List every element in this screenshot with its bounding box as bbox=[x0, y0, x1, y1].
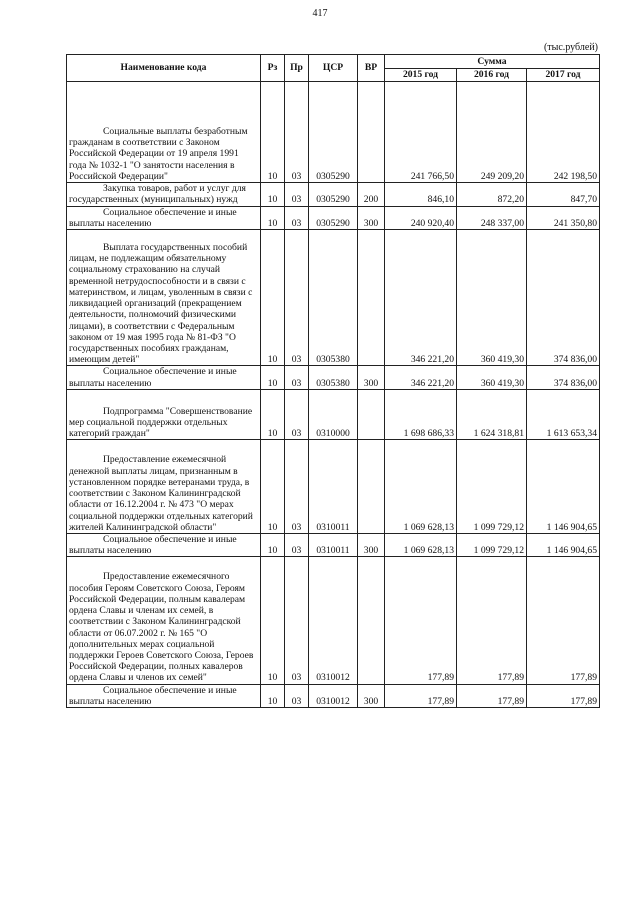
row-vr bbox=[358, 82, 385, 183]
row-value-2017: 374 836,00 bbox=[527, 229, 600, 365]
row-vr: 300 bbox=[358, 684, 385, 707]
row-csr: 0305380 bbox=[309, 229, 358, 365]
row-csr: 0305290 bbox=[309, 183, 358, 206]
row-pr: 03 bbox=[285, 389, 309, 440]
row-value-2016: 1 624 318,81 bbox=[457, 389, 527, 440]
table-row bbox=[67, 557, 600, 684]
row-rz: 10 bbox=[261, 183, 285, 206]
row-value-2015: 346 221,20 bbox=[385, 366, 457, 389]
row-csr: 0310011 bbox=[309, 440, 358, 534]
table-row bbox=[67, 684, 600, 707]
row-csr: 0310012 bbox=[309, 684, 358, 707]
row-value-2016: 360 419,30 bbox=[457, 229, 527, 365]
row-pr: 03 bbox=[285, 82, 309, 183]
row-rz: 10 bbox=[261, 684, 285, 707]
row-value-2015: 1 698 686,33 bbox=[385, 389, 457, 440]
row-name: Выплата государственных пособий лицам, не подлежащим обязательному социальному страхованию на случай временной нетрудоспособности и в связи с материнством, и лицам, уволенным в связи с ликвидацией организаций (прекращением деятельности, полномочий физическими лицами), в соответствии с Федеральным законом от 19 мая 1995 года № 81-ФЗ "О государственных пособиях гражданам, имеющим детей" bbox=[67, 229, 261, 365]
row-value-2015: 1 069 628,13 bbox=[385, 440, 457, 534]
header-sum: Сумма bbox=[385, 55, 600, 69]
table-row bbox=[67, 206, 600, 229]
budget-table bbox=[66, 54, 600, 708]
header-rz: Рз bbox=[261, 55, 285, 82]
row-name: Предоставление ежемесячной денежной выплаты лицам, признанным в установленном порядке ветеранами труда, в соответствии с Законом Калининградской области от 16.12.2004 г. № 473 "О мерах социальной поддержки отдельных категорий жителей Калининградской области" bbox=[67, 440, 261, 534]
row-value-2017: 1 146 904,65 bbox=[527, 440, 600, 534]
row-value-2016: 872,20 bbox=[457, 183, 527, 206]
header-vr: ВР bbox=[358, 55, 385, 82]
row-pr: 03 bbox=[285, 366, 309, 389]
row-name: Предоставление ежемесячного пособия Героям Советского Союза, Героям Российской Федерации, полным кавалерам ордена Славы и членам их семей, в соответствии с Законом Калининградской области от 06.07.2002 г. № 165 "О дополнительных мерах социальной поддержки Героев Советского Союза, Героев Российской Федерации, полных кавалеров ордена Славы и членов их семей" bbox=[67, 557, 261, 684]
row-csr: 0310011 bbox=[309, 534, 358, 557]
row-vr bbox=[358, 557, 385, 684]
header-year-2017: 2017 год bbox=[527, 69, 600, 82]
row-value-2017: 374 836,00 bbox=[527, 366, 600, 389]
row-value-2015: 241 766,50 bbox=[385, 82, 457, 183]
row-rz: 10 bbox=[261, 557, 285, 684]
row-name: Социальное обеспечение и иные выплаты населению bbox=[67, 684, 261, 707]
row-pr: 03 bbox=[285, 684, 309, 707]
page-number: 417 bbox=[312, 8, 328, 19]
table-row bbox=[67, 82, 600, 183]
row-value-2017: 241 350,80 bbox=[527, 206, 600, 229]
row-csr: 0305380 bbox=[309, 366, 358, 389]
row-csr: 0310012 bbox=[309, 557, 358, 684]
row-rz: 10 bbox=[261, 82, 285, 183]
row-value-2015: 240 920,40 bbox=[385, 206, 457, 229]
row-value-2016: 360 419,30 bbox=[457, 366, 527, 389]
table-row bbox=[67, 389, 600, 440]
row-vr: 200 bbox=[358, 183, 385, 206]
row-pr: 03 bbox=[285, 206, 309, 229]
row-pr: 03 bbox=[285, 440, 309, 534]
row-csr: 0310000 bbox=[309, 389, 358, 440]
table-row bbox=[67, 183, 600, 206]
row-value-2016: 248 337,00 bbox=[457, 206, 527, 229]
row-pr: 03 bbox=[285, 229, 309, 365]
row-value-2016: 177,89 bbox=[457, 557, 527, 684]
row-rz: 10 bbox=[261, 534, 285, 557]
row-rz: 10 bbox=[261, 206, 285, 229]
header-year-2015: 2015 год bbox=[385, 69, 457, 82]
row-name: Подпрограмма "Совершенствование мер социальной поддержки отдельных категорий граждан" bbox=[67, 389, 261, 440]
row-value-2017: 1 146 904,65 bbox=[527, 534, 600, 557]
row-value-2015: 177,89 bbox=[385, 684, 457, 707]
header-year-2016: 2016 год bbox=[457, 69, 527, 82]
row-value-2017: 1 613 653,34 bbox=[527, 389, 600, 440]
table-row bbox=[67, 229, 600, 365]
row-vr bbox=[358, 389, 385, 440]
row-name: Социальное обеспечение и иные выплаты населению bbox=[67, 534, 261, 557]
table-row bbox=[67, 366, 600, 389]
row-pr: 03 bbox=[285, 534, 309, 557]
header-pr: Пр bbox=[285, 55, 309, 82]
row-value-2016: 1 099 729,12 bbox=[457, 534, 527, 557]
row-name: Социальное обеспечение и иные выплаты населению bbox=[67, 366, 261, 389]
table-row bbox=[67, 440, 600, 534]
row-rz: 10 bbox=[261, 366, 285, 389]
row-rz: 10 bbox=[261, 389, 285, 440]
row-vr: 300 bbox=[358, 534, 385, 557]
row-name: Закупка товаров, работ и услуг для государственных (муниципальных) нужд bbox=[67, 183, 261, 206]
row-vr: 300 bbox=[358, 366, 385, 389]
row-value-2017: 177,89 bbox=[527, 684, 600, 707]
row-value-2017: 177,89 bbox=[527, 557, 600, 684]
row-csr: 0305290 bbox=[309, 206, 358, 229]
row-name: Социальные выплаты безработным гражданам в соответствии с Законом Российской Федерации от 19 апреля 1991 года № 1032-1 "О занятости населения в Российской Федерации" bbox=[67, 82, 261, 183]
row-vr: 300 bbox=[358, 206, 385, 229]
row-pr: 03 bbox=[285, 557, 309, 684]
header-name: Наименование кода bbox=[67, 55, 261, 82]
row-value-2015: 1 069 628,13 bbox=[385, 534, 457, 557]
row-csr: 0305290 bbox=[309, 82, 358, 183]
row-value-2015: 846,10 bbox=[385, 183, 457, 206]
row-value-2017: 242 198,50 bbox=[527, 82, 600, 183]
units-note: (тыс.рублей) bbox=[543, 42, 598, 53]
table-row bbox=[67, 534, 600, 557]
row-vr bbox=[358, 440, 385, 534]
row-vr bbox=[358, 229, 385, 365]
row-rz: 10 bbox=[261, 229, 285, 365]
row-value-2015: 177,89 bbox=[385, 557, 457, 684]
row-value-2016: 177,89 bbox=[457, 684, 527, 707]
header-csr: ЦСР bbox=[309, 55, 358, 82]
row-value-2016: 249 209,20 bbox=[457, 82, 527, 183]
row-value-2016: 1 099 729,12 bbox=[457, 440, 527, 534]
row-name: Социальное обеспечение и иные выплаты населению bbox=[67, 206, 261, 229]
row-value-2015: 346 221,20 bbox=[385, 229, 457, 365]
row-value-2017: 847,70 bbox=[527, 183, 600, 206]
row-pr: 03 bbox=[285, 183, 309, 206]
row-rz: 10 bbox=[261, 440, 285, 534]
